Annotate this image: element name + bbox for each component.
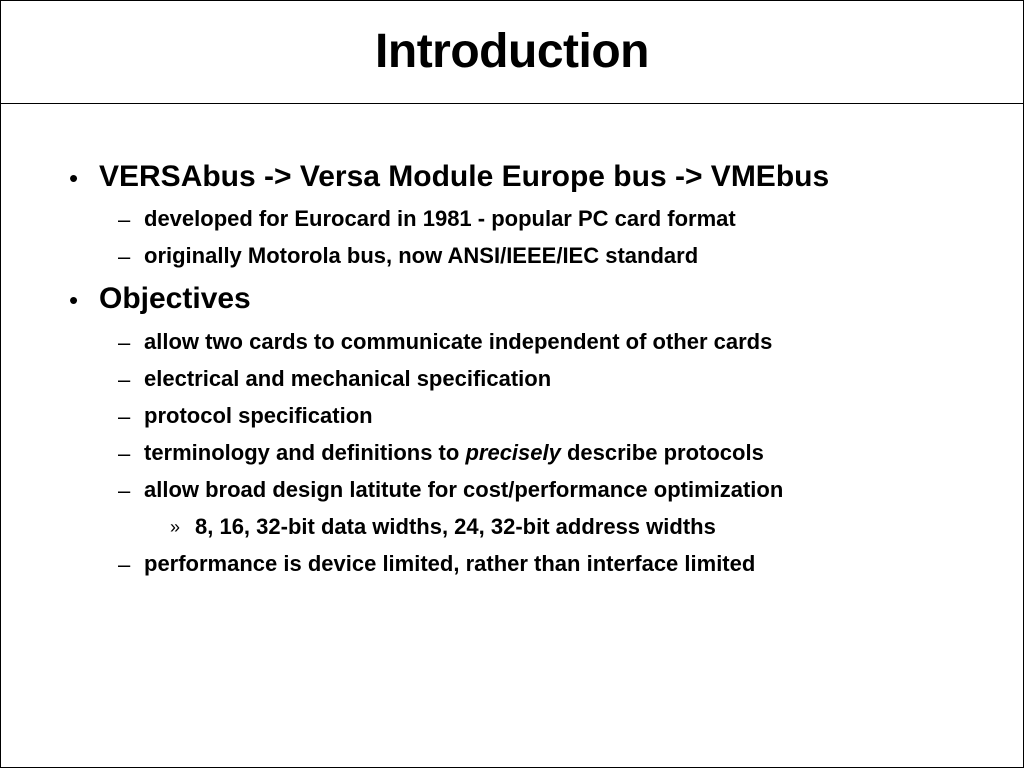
dash-marker: – (118, 552, 131, 577)
bullet-item: VERSAbus -> Versa Module Europe bus -> VMEbus (99, 160, 830, 193)
dash-marker: – (118, 441, 131, 466)
sub-item (144, 440, 764, 466)
sub-item: originally Motorola bus, now ANSI/IEEE/IEC standard (144, 243, 699, 268)
title-bar (1, 1, 1023, 104)
sub-item: allow broad design latitute for cost/performance optimization (144, 477, 784, 502)
dash-marker: – (118, 207, 131, 232)
bullet-item: Objectives (99, 282, 251, 315)
slide-title: Introduction (375, 24, 649, 78)
sub-item: performance is device limited, rather than interface limited (144, 551, 756, 576)
dash-marker: – (118, 367, 131, 392)
sub-item: electrical and mechanical specification (144, 366, 552, 391)
dash-marker: – (118, 478, 131, 503)
sub-sub-marker: » (170, 517, 181, 537)
sub-item-text: terminology and definitions to (144, 440, 466, 465)
sub-item-text: describe protocols (560, 440, 764, 465)
sub-item: allow two cards to communicate independent of other cards (144, 329, 773, 354)
bullet-marker: • (69, 285, 79, 315)
dash-marker: – (118, 404, 131, 429)
dash-marker: – (118, 244, 131, 269)
bullet-marker: • (69, 163, 79, 193)
emphasis-text: precisely (465, 440, 561, 465)
dash-marker: – (118, 330, 131, 355)
sub-item: developed for Eurocard in 1981 - popular PC card format (144, 206, 736, 231)
sub-sub-item: 8, 16, 32-bit data widths, 24, 32-bit address widths (195, 514, 716, 539)
sub-item: protocol specification (144, 403, 373, 428)
